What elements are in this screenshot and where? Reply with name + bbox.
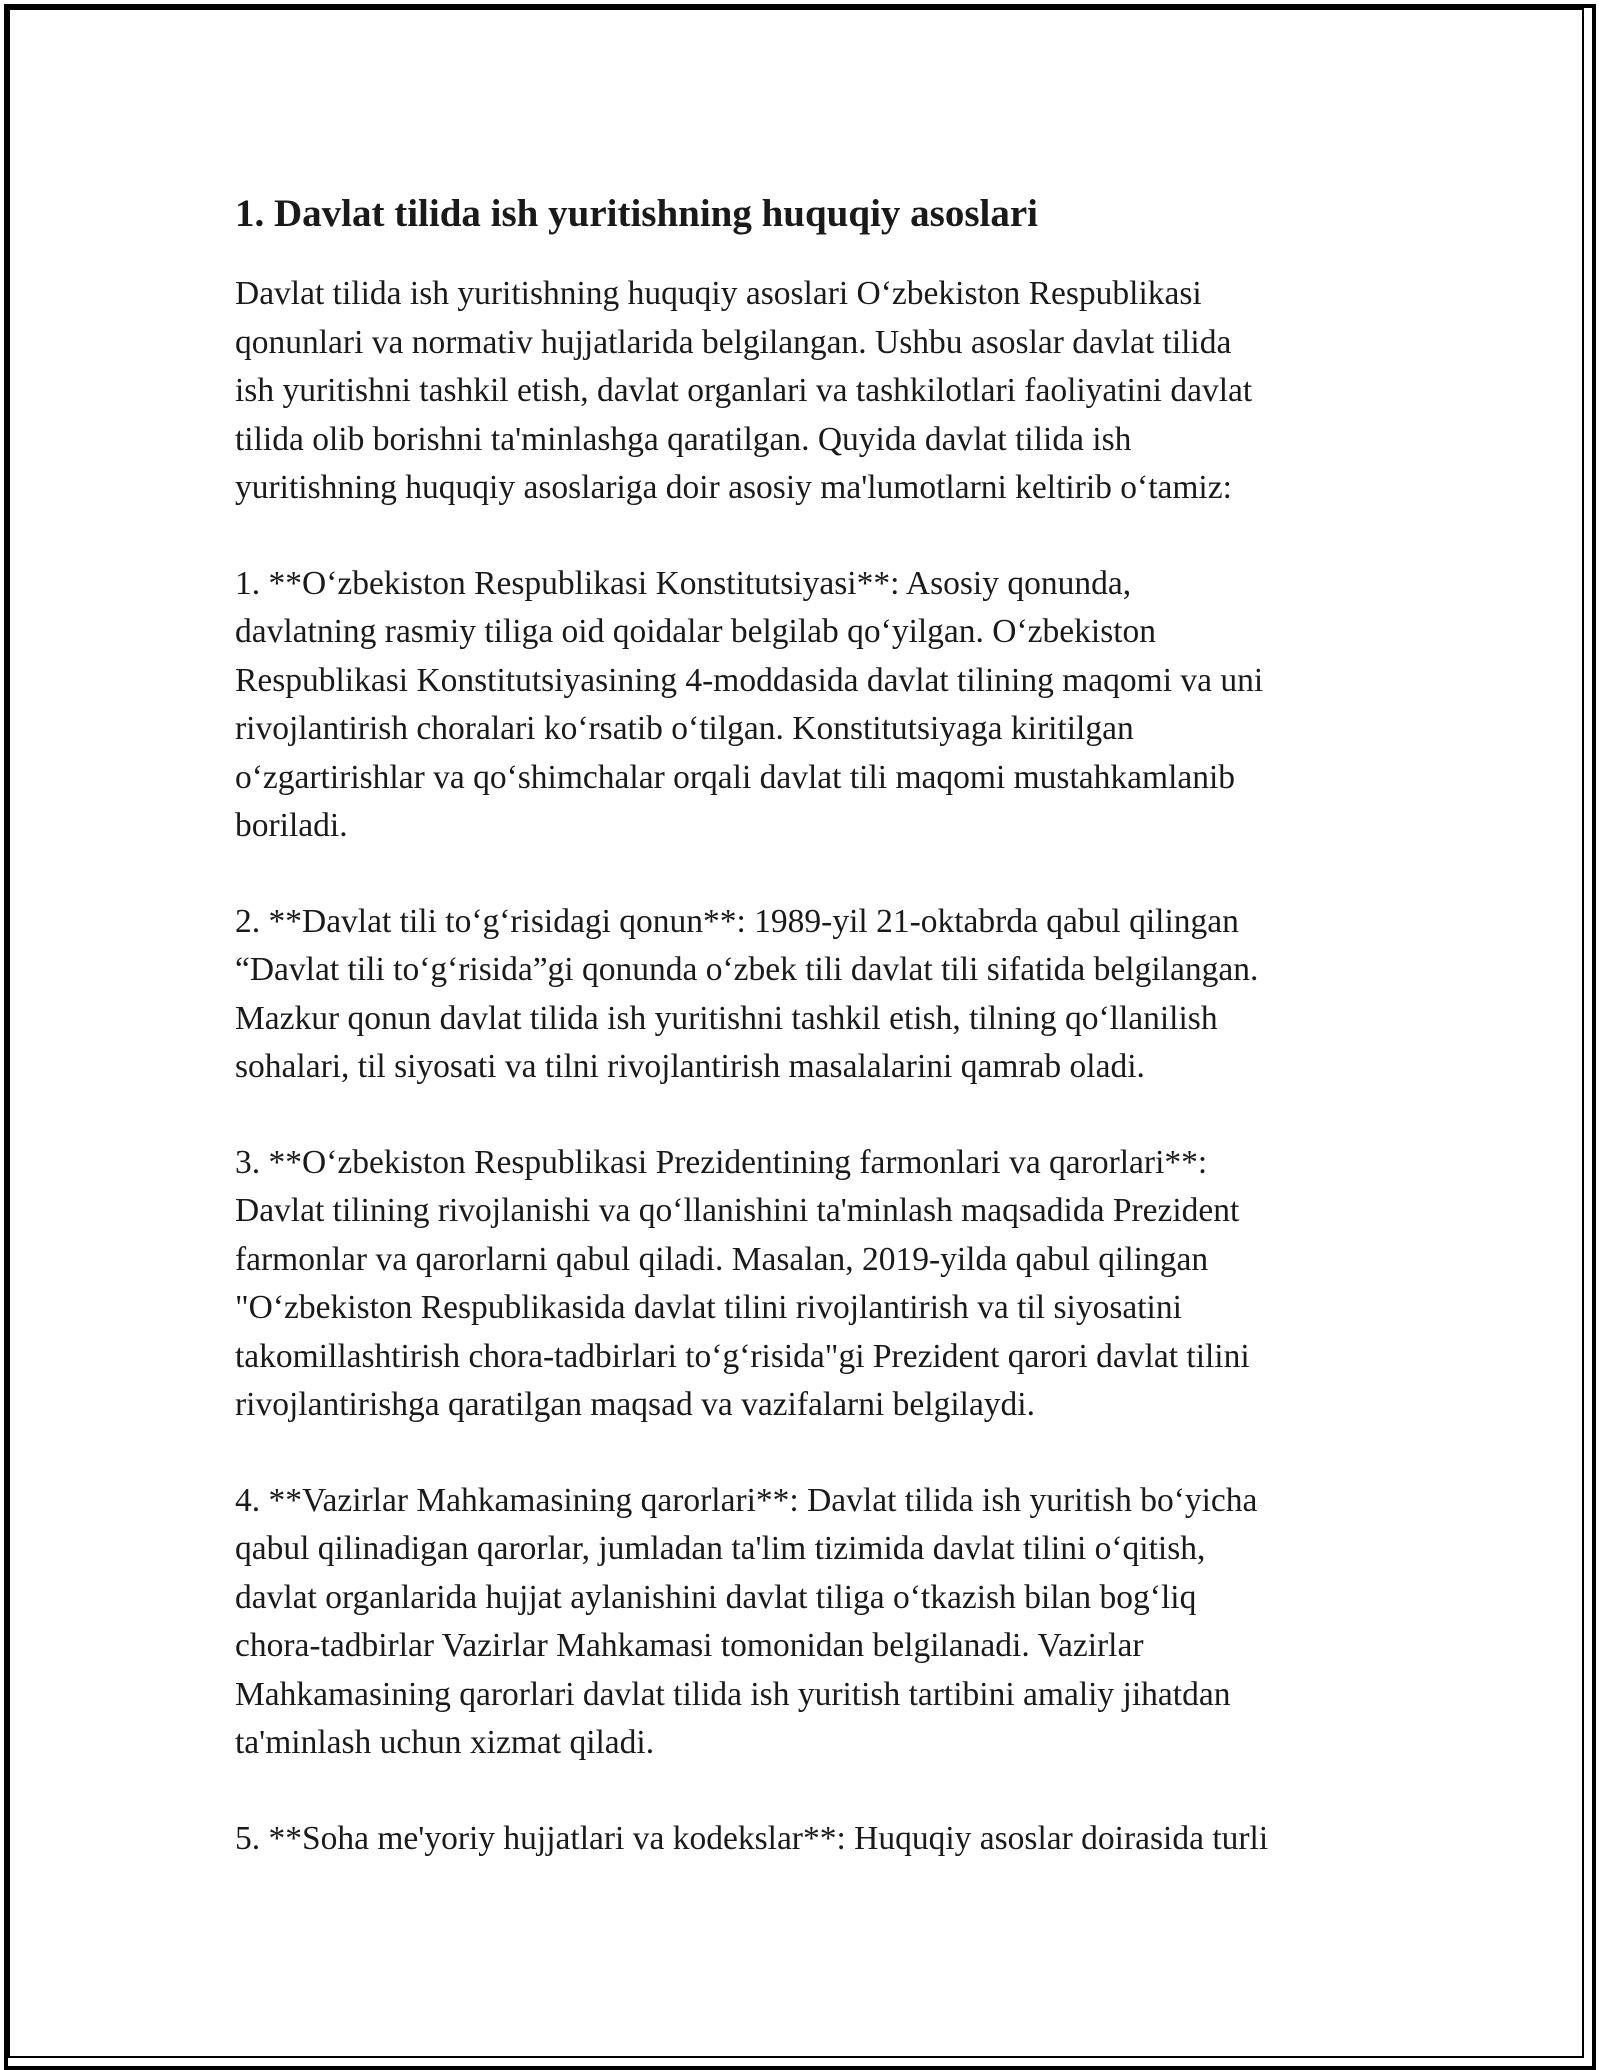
text-line: Mahkamasining qarorlari davlat tilida ish yuritish tartibini amaliy jihatdan xyxy=(235,1675,1231,1713)
text-line: 3. **O‘zbekiston Respublikasi Prezidentining farmonlari va qarorlari**: xyxy=(235,1143,1208,1181)
document-body xyxy=(235,188,1385,1910)
text-line: 1. **O‘zbekiston Respublikasi Konstitutsiyasi**: Asosiy qonunda, xyxy=(235,564,1132,602)
text-line: farmonlar va qarorlarni qabul qiladi. Masalan, 2019-yilda qabul qilingan xyxy=(235,1240,1209,1278)
text-line: "O‘zbekiston Respublikasida davlat tilini rivojlantirish va til siyosatini xyxy=(235,1289,1182,1326)
text-line: sohalari, til siyosati va tilni rivojlantirish masalalarini qamrab oladi. xyxy=(235,1048,1145,1085)
text-line: 4. **Vazirlar Mahkamasining qarorlari**: Davlat tilida ish yuritish bo‘yicha xyxy=(235,1481,1258,1519)
text-line: “Davlat tili to‘g‘risida”gi qonunda o‘zbek tili davlat tili sifatida belgilangan. xyxy=(235,951,1259,988)
intro-paragraph xyxy=(235,270,1385,513)
text-line: ta'minlash uchun xizmat qiladi. xyxy=(235,1724,655,1761)
text-line: o‘zgartirishlar va qo‘shimchalar orqali davlat tili maqomi mustahkamlanib xyxy=(235,758,1236,796)
text-line: rivojlantirish choralari ko‘rsatib o‘tilgan. Konstitutsiyaga kiritilgan xyxy=(235,710,1134,747)
text-line: qonunlari va normativ hujjatlarida belgilangan. Ushbu asoslar davlat tilida xyxy=(235,323,1232,361)
text-line: 2. **Davlat tili to‘g‘risidagi qonun**: 1989-yil 21-oktabrda qabul qilingan xyxy=(235,902,1239,940)
text-line: Davlat tilining rivojlanishi va qo‘llanishini ta'minlash maqsadida Prezident xyxy=(235,1192,1240,1229)
text-line: rivojlantirishga qaratilgan maqsad va vazifalarni belgilaydi. xyxy=(235,1386,1035,1423)
text-line: Respublikasi Konstitutsiyasining 4-moddasida davlat tilining maqomi va uni xyxy=(235,661,1264,699)
text-line: qabul qilinadigan qarorlar, jumladan ta'lim tizimida davlat tilini o‘qitish, xyxy=(235,1530,1206,1567)
text-line: chora-tadbirlar Vazirlar Mahkamasi tomonidan belgilanadi. Vazirlar xyxy=(235,1627,1144,1664)
text-line: Davlat tilida ish yuritishning huquqiy asoslari O‘zbekiston Respublikasi xyxy=(235,275,1202,312)
text-line: 5. **Soha me'yoriy hujjatlari va kodekslar**: Huquqiy asoslar doirasida turli xyxy=(235,1819,1269,1857)
list-item-cabinet-resolutions xyxy=(235,1477,1385,1768)
text-line: takomillashtirish chora-tadbirlari to‘g‘risida"gi Prezident qarori davlat tilini xyxy=(235,1337,1250,1375)
text-line: davlat organlarida hujjat aylanishini davlat tiliga o‘tkazish bilan bog‘liq xyxy=(235,1578,1197,1616)
list-item-state-language-law xyxy=(235,898,1385,1092)
list-item-presidential-decrees xyxy=(235,1139,1385,1430)
text-line: Mazkur qonun davlat tilida ish yuritishni tashkil etish, tilning qo‘llanilish xyxy=(235,999,1218,1037)
text-line: davlatning rasmiy tiliga oid qoidalar belgilab qo‘yilgan. O‘zbekiston xyxy=(235,613,1157,650)
text-line: tilida olib borishni ta'minlashga qaratilgan. Quyida davlat tilida ish xyxy=(235,420,1132,458)
text-line: yuritishning huquqiy asoslariga doir asosiy ma'lumotlarni keltirib o‘tamiz: xyxy=(235,469,1232,506)
text-line: boriladi. xyxy=(235,807,348,844)
list-item-constitution xyxy=(235,560,1385,851)
section-heading: 1. Davlat tilida ish yuritishning huquqiy asoslari xyxy=(235,192,1038,235)
list-item-sector-regulations xyxy=(235,1815,1385,1864)
text-line: ish yuritishni tashkil etish, davlat organlari va tashkilotlari faoliyatini davlat xyxy=(235,372,1253,409)
